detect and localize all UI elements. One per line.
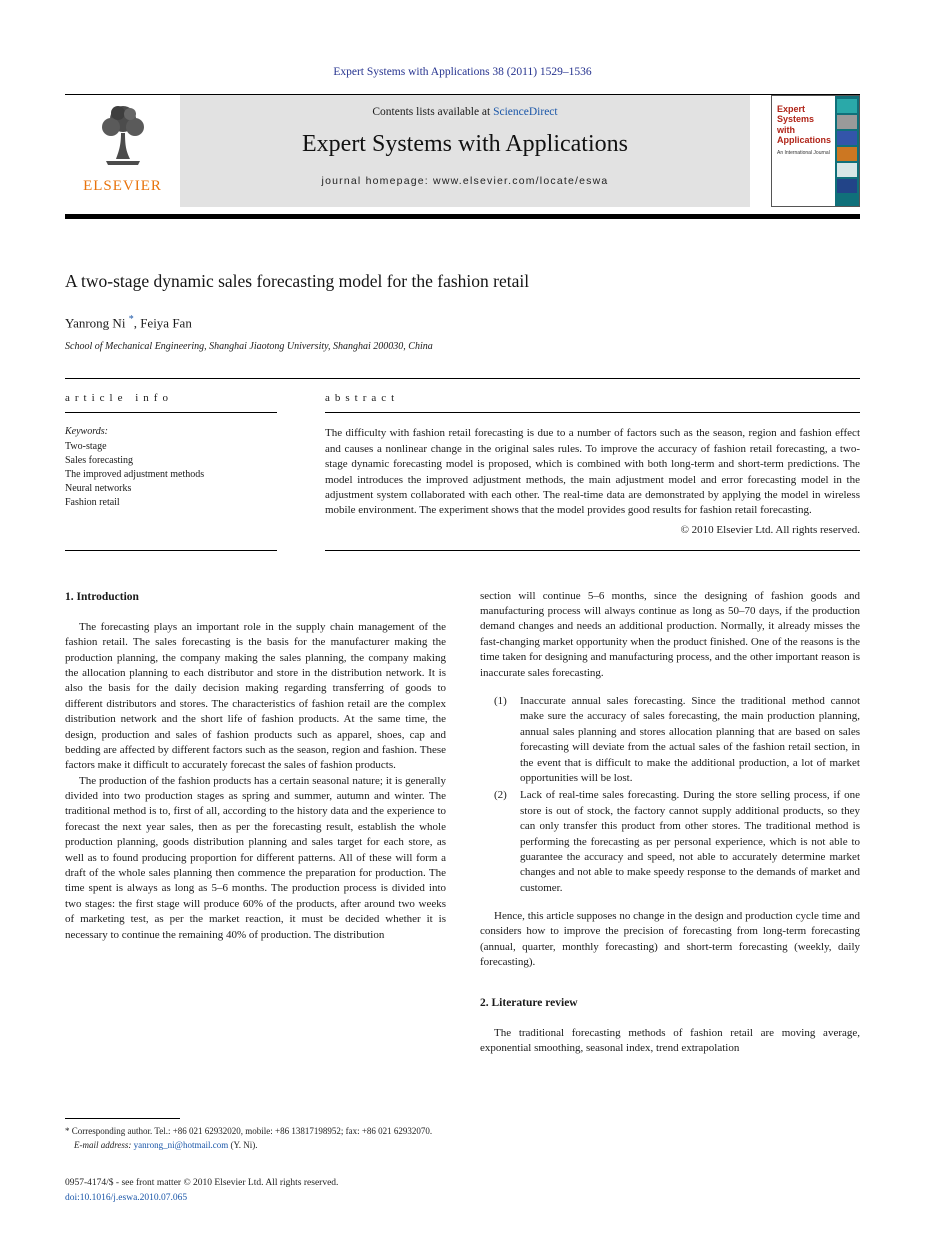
doi-link[interactable]: doi:10.1016/j.eswa.2010.07.065	[65, 1192, 188, 1203]
list-item-text: Inaccurate annual sales forecasting. Since the traditional method cannot make sure the accuracy of sales forecasting, the main production planning, annual sales planning and stores allocation planning that are based on sales forecasting will deviate from the actual sales of the fashion retail section, in the event that is difficult to make the additional production, a lot of market opportunities will be lost.	[520, 695, 860, 784]
body-columns	[65, 589, 860, 1057]
contents-prefix: Contents lists available at	[372, 106, 494, 118]
info-abstract-section	[65, 378, 860, 550]
list-item	[494, 694, 860, 786]
column-gap	[277, 379, 325, 550]
cover-subtitle: An International Journal	[777, 150, 830, 157]
list-item-text: Lack of real-time sales forecasting. During the store selling process, if one store is out of stock, the factory cannot supply additional products, so they can only transfer this product from other stores. The traditional method is performing the forecasting as per personal experience, which is not able to guarantee the accuracy and speed, not able to accurately determine market changes and not able to make speedy response to the demands of market and customer.	[520, 789, 860, 894]
hence-paragraph: Hence, this article supposes no change in the design and production cycle time and considers how to improve the precision of forecasting from long-term forecasting (annual, quarter, monthly forecasting) and short-term forecasting (weekly, daily forecasting).	[480, 910, 860, 969]
abstract-column	[325, 379, 860, 550]
cover-tile-icon	[837, 115, 857, 129]
cover-image-strip	[835, 96, 859, 206]
footnote-email-line	[65, 1139, 446, 1153]
cover-tile-icon	[837, 163, 857, 177]
affiliation: School of Mechanical Engineering, Shanghai Jiaotong University, Shanghai 200030, China	[65, 341, 433, 353]
elsevier-tree-icon	[92, 101, 154, 176]
article-title: A two-stage dynamic sales forecasting model for the fashion retail	[65, 271, 530, 291]
footnote-block	[65, 1118, 446, 1152]
cover-tile-icon	[837, 99, 857, 113]
article-info-column	[65, 379, 277, 550]
sciencedirect-link[interactable]: ScienceDirect	[493, 106, 558, 118]
keyword-item: Sales forecasting	[65, 455, 134, 467]
header-divider-rule	[65, 214, 860, 219]
authors-line	[65, 314, 860, 331]
elsevier-wordmark: ELSEVIER	[83, 178, 162, 194]
authors-rest: , Feiya Fan	[133, 315, 192, 331]
elsevier-logo-block	[65, 95, 180, 207]
email-link[interactable]: yanrong_ni@hotmail.com	[133, 1139, 229, 1150]
cover-text-block	[772, 96, 835, 206]
journal-header-band	[65, 94, 860, 207]
footer-copyright: 0957-4174/$ - see front matter © 2010 Elsevier Ltd. All rights reserved.	[65, 1178, 339, 1188]
title-block	[65, 271, 860, 352]
cover-area	[750, 95, 860, 207]
keywords-label: Keywords:	[65, 426, 108, 438]
footnote-marker: *	[65, 1126, 70, 1136]
footnote-line	[65, 1125, 446, 1139]
journal-cover-thumbnail	[771, 95, 860, 207]
journal-citation[interactable]: Expert Systems with Applications 38 (2011) 1529–1536	[333, 66, 592, 78]
footer-block	[65, 1176, 338, 1205]
email-suffix: (Y. Ni).	[230, 1139, 258, 1150]
abstract-heading: abstract	[325, 392, 860, 413]
list-item-marker: (1)	[494, 695, 507, 708]
body-column-left	[65, 589, 446, 1057]
keyword-item: Fashion retail	[65, 497, 120, 509]
journal-homepage-link[interactable]: journal homepage: www.elsevier.com/locate/eswa	[321, 175, 609, 187]
contents-line	[180, 106, 750, 118]
section-heading-literature-review: 2. Literature review	[480, 996, 578, 1009]
list-item-marker: (2)	[494, 789, 507, 802]
article-info-heading: article info	[65, 392, 277, 413]
numbered-list	[480, 694, 860, 896]
keyword-item: The improved adjustment methods	[65, 469, 205, 481]
cover-tile-icon	[837, 147, 857, 161]
continuation-paragraph: section will continue 5–6 months, since the designing of fashion goods and manufacturing process will always continue as long as 50–70 days, if the production demand changes and needs an additional production. Normally, it already misses the fast-changing market opportunity when the product finished. One of the reasons is the time taken for designing and manufacturing process, and the other important reason is inaccurate sales forecasting.	[480, 589, 860, 679]
list-item	[494, 788, 860, 896]
body-column-right	[480, 589, 860, 1057]
email-label: E-mail address:	[74, 1139, 132, 1150]
journal-banner	[180, 95, 750, 207]
intro-paragraph-1: The forecasting plays an important role in the supply chain management of the fashion retail. The sales forecasting is the basis for the manufacturer making the production planning, the company making the sales planning, the company making the allocation planning to each distributor and store in the distribution network. It is also the basis for the daily decision making regarding transferring of goods to different distributors and stores. The characteristics of fashion retail are the complex distribution network and the short life of fashion products. At the same time, the design, production and sales of fashion products such as apparel, shoes, cap and bedding are affected by different factors such as the season, region and fashion. These factors make it difficult to accurately forecast the sales of fashion products.	[65, 620, 446, 772]
cover-tile-icon	[837, 179, 857, 193]
footnote-text: Corresponding author. Tel.: +86 021 62932020, mobile: +86 13817198952; fax: +86 021 62932070.	[71, 1126, 433, 1136]
intro-paragraph-2: The production of the fashion products has a certain seasonal nature; it is generally divided into two production stages as spring and summer, autumn and winter. The traditional method is to, first of all, according to the history data and the experience to forecast the next year sales, then as per the forecasting result, establish the whole production planning, goods distribution planning and sales target for each store, as well as to found producing proportion for different patterns. All of these will form a draft of the whole sales planning then commence the preparation for production. The time spent is always as long as 5–6 months. The production process is divided into two stages: the first stage will produce 60% of the products, after around two weeks of marketing test, as per the market reaction, it must be decided whether it is necessary to continue the remaining 40% of production. The distribution	[65, 774, 446, 941]
abstract-text: The difficulty with fashion retail forecasting is due to a number of factors such as the season, region and fashion effect and causes a nonlinear change in the original sales rules. To improve the accuracy of fashion retail forecasting, a two-stage dynamic forecasting model is proposed, which is combined with both long-term and short-term predictions. The model introduces the improved adjustment methods, the main adjustment model and error forecasting model in the adjustment system collaborated with each other. The real-time data are demonstrated by applying the model in wireless mobile environment. The experiment shows that the model provides good results for fashion retail forecasting.	[325, 427, 860, 517]
author-name: Yanrong Ni	[65, 315, 126, 331]
cover-tile-icon	[837, 131, 857, 145]
footnote-divider-rule	[65, 1118, 180, 1119]
cover-title: Expert Systems with Applications	[777, 104, 832, 146]
journal-title: Expert Systems with Applications	[302, 131, 628, 157]
section-heading-introduction: 1. Introduction	[65, 590, 139, 603]
literature-paragraph: The traditional forecasting methods of fashion retail are moving average, exponential smoothing, seasonal index, trend extrapolation	[480, 1026, 860, 1055]
corresponding-author-mark[interactable]: *	[128, 314, 134, 325]
keyword-item: Neural networks	[65, 483, 132, 495]
abstract-copyright: © 2010 Elsevier Ltd. All rights reserved.	[680, 523, 860, 536]
keyword-item: Two-stage	[65, 441, 107, 453]
